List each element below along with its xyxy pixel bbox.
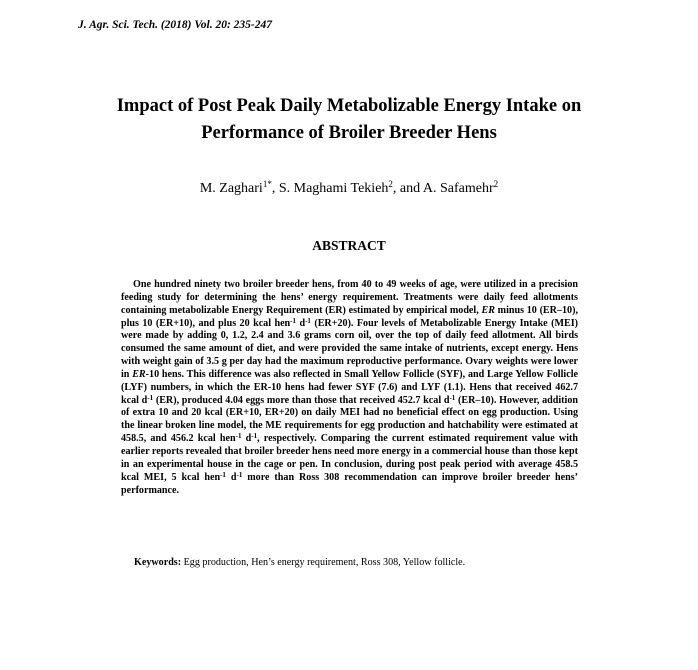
author-affiliation: 2 (388, 179, 393, 189)
abstract-text: -10 hens. This difference was also reflected in Small Yellow Follicle (SYF), and Large Yellow Follicle (LYF) numbers, in which the ER-10 hens had fewer SYF (7.6) and LYF (1.1). Hens that received 462.7 kcal d (121, 368, 578, 406)
author-list (40, 181, 658, 197)
abstract-text: (ER), produced 4.04 eggs more than those that received 452.7 kcal d (153, 394, 450, 406)
abstract-superscript: -1 (147, 393, 154, 402)
abstract-heading: ABSTRACT (312, 238, 386, 253)
title-line-1: Impact of Post Peak Daily Metabolizable Energy Intake on (116, 96, 582, 116)
abstract-superscript: -1 (235, 432, 242, 441)
keywords-label: Keywords: (134, 557, 182, 568)
abstract-text: (ER+20). Four levels of Metabolizable Energy Intake (MEI) were made by adding 0, 1.2, 2.4 and 3.6 grams corn oil, over the top of daily feed allotment. All birds consumed the same amount of diet, and were provided the same intake of nutrients, except energy. Hens with weight gain of 3.5 g per day had the maximum reproductive performance. Ovary weights were lower in (121, 317, 579, 380)
abstract-text: d (241, 433, 252, 445)
abstract-superscript: -1 (449, 393, 456, 402)
author-affiliation: 1* (262, 179, 272, 189)
abstract-italic-er: ER (481, 304, 495, 316)
author-name: S. Maghami Tekieh (278, 181, 389, 196)
keywords-text: Egg production, Hen’s energy requirement, Ross 308, Yellow follicle. (181, 557, 466, 568)
keywords (134, 557, 594, 568)
abstract-italic-er: ER (132, 368, 146, 380)
abstract-text: d (225, 471, 237, 483)
author-affiliation: 2 (493, 179, 499, 189)
abstract-superscript: -1 (236, 470, 243, 479)
abstract-superscript: -1 (251, 432, 258, 441)
abstract-text: more than Ross 308 recommendation can improve broiler breeder hens’ performance. (121, 471, 578, 496)
title-line-2: Performance of Broiler Breeder Hens (201, 123, 497, 143)
abstract-text: , respectively. Comparing the current estimated requirement value with earlier reports revealed that broiler breeder hens need more energy in a commercial house than those kept in an experimental house in the cage or pen. In conclusion, during post peak period with average 458.5 kcal MEI, 5 kcal hen (121, 433, 578, 483)
abstract-superscript: -1 (220, 470, 226, 479)
paper-title (40, 93, 658, 147)
journal-header: J. Agr. Sci. Tech. (2018) Vol. 20: 235-247 (78, 19, 273, 31)
author-separator: , (271, 181, 279, 196)
abstract-body (121, 279, 578, 497)
abstract-text: (ER–10). However, addition of extra 10 and 20 kcal (ER+10, ER+20) on daily MEI had no beneficial effect on egg production. Using the linear broken line model, the ME requirements for egg production and hatchability were estimated at 458.5, and 456.2 kcal hen (121, 394, 579, 445)
abstract-superscript: -1 (290, 316, 297, 325)
abstract-text: One hundred ninety two broiler breeder hens, from 40 to 49 weeks of age, were utilized in a precision feeding study for determining the hens’ energy requirement. Treatments were daily feed allotments containing metabolizable Energy Requirement (ER) estimated by empirical model, (121, 279, 578, 316)
author-name: A. Safamehr (422, 181, 494, 196)
author-name: M. Zaghari (199, 181, 263, 196)
author-separator: , and (392, 181, 423, 196)
abstract-text: minus 10 (ER–10), plus 10 (ER+10), and plus 20 kcal hen (121, 304, 578, 329)
abstract-text: d (296, 317, 306, 329)
abstract-superscript: -1 (305, 316, 311, 325)
